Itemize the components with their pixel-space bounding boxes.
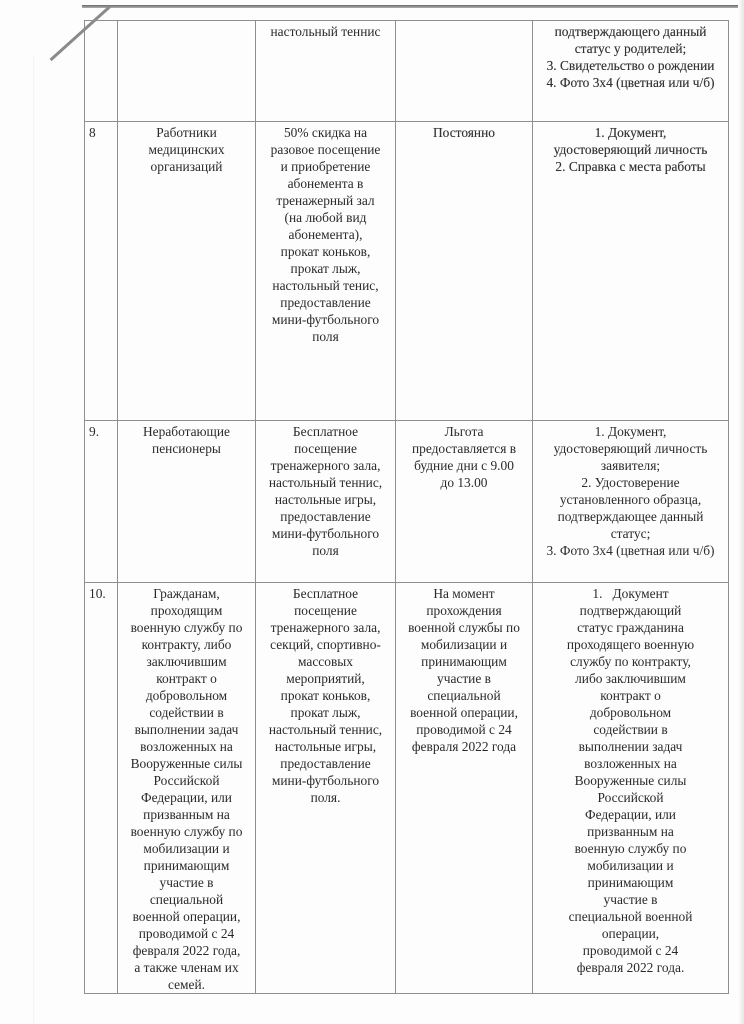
documents-cell: подтверждающего данный статус у родителей; 3. Свидетельство о рождении 4. Фото 3х4 (цветная или ч/б) xyxy=(533,21,729,122)
benefits-table xyxy=(84,20,729,994)
documents-cell: 1. Документ, удостоверяющий личность 2. Справка с места работы xyxy=(533,122,729,421)
benefit-cell: Бесплатное посещение тренажерного зала, секций, спортивно- массовых мероприятий, прокат коньков, прокат лыж, настольный теннис, настольные игры, предоставление мини-футбольного поля. xyxy=(256,583,396,994)
table-row-8 xyxy=(85,122,729,421)
table-row-continuation xyxy=(85,21,729,122)
page-top-edge xyxy=(82,5,744,8)
documents-cell: 1. Документ, удостоверяющий личность заявителя; 2. Удостоверение установленного образца, подтверждающее данный статус; 3. Фото 3х4 (цветная или ч/б) xyxy=(533,421,729,583)
period-cell: Льгота предоставляется в будние дни с 9.00 до 13.00 xyxy=(396,421,533,583)
period-cell xyxy=(396,21,533,122)
category-cell: Неработающие пенсионеры xyxy=(118,421,256,583)
benefit-cell: настольный теннис xyxy=(256,21,396,122)
benefit-cell: 50% скидка на разовое посещение и приобретение абонемента в тренажерный зал (на любой вид абонемента), прокат коньков, прокат лыж, настольный тенис, предоставление мини-футбольного поля xyxy=(256,122,396,421)
period-cell: Постоянно xyxy=(396,122,533,421)
category-cell: Гражданам, проходящим военную службу по контракту, либо заключившим контракт о добровольном содействии в выполнении задач возложенных на Вооруженные силы Российской Федерации, или призванным на военную службу по мобилизации и принимающим участие в специальной военной операции, проводимой с 24 февраля 2022 года, а также членам их семей. xyxy=(118,583,256,994)
benefit-cell: Бесплатное посещение тренажерного зала, настольный теннис, настольные игры, предоставление мини-футбольного поля xyxy=(256,421,396,583)
period-cell: На момент прохождения военной службы по мобилизации и принимающим участие в специальной военной операции, проводимой с 24 февраля 2022 года xyxy=(396,583,533,994)
documents-cell: 1. Документ подтверждающий статус гражданина проходящего военную службу по контракту, либо заключившим контракт о добровольном содействии в выполнении задач возложенных на Вооруженные силы Российской Федерации, или призванным на военную службу по мобилизации и принимающим участие в специальной военной операции, проводимой с 24 февраля 2022 года. xyxy=(533,583,729,994)
category-cell: Работники медицинских организаций xyxy=(118,122,256,421)
row-number-cell: 9. xyxy=(85,421,118,583)
row-number-cell xyxy=(85,21,118,122)
row-number-cell: 8 xyxy=(85,122,118,421)
row-number-cell: 10. xyxy=(85,583,118,994)
table-row-9 xyxy=(85,421,729,583)
page-left-edge xyxy=(33,56,35,1024)
table-row-10 xyxy=(85,583,729,994)
page-right-edge xyxy=(738,0,744,1024)
category-cell xyxy=(118,21,256,122)
